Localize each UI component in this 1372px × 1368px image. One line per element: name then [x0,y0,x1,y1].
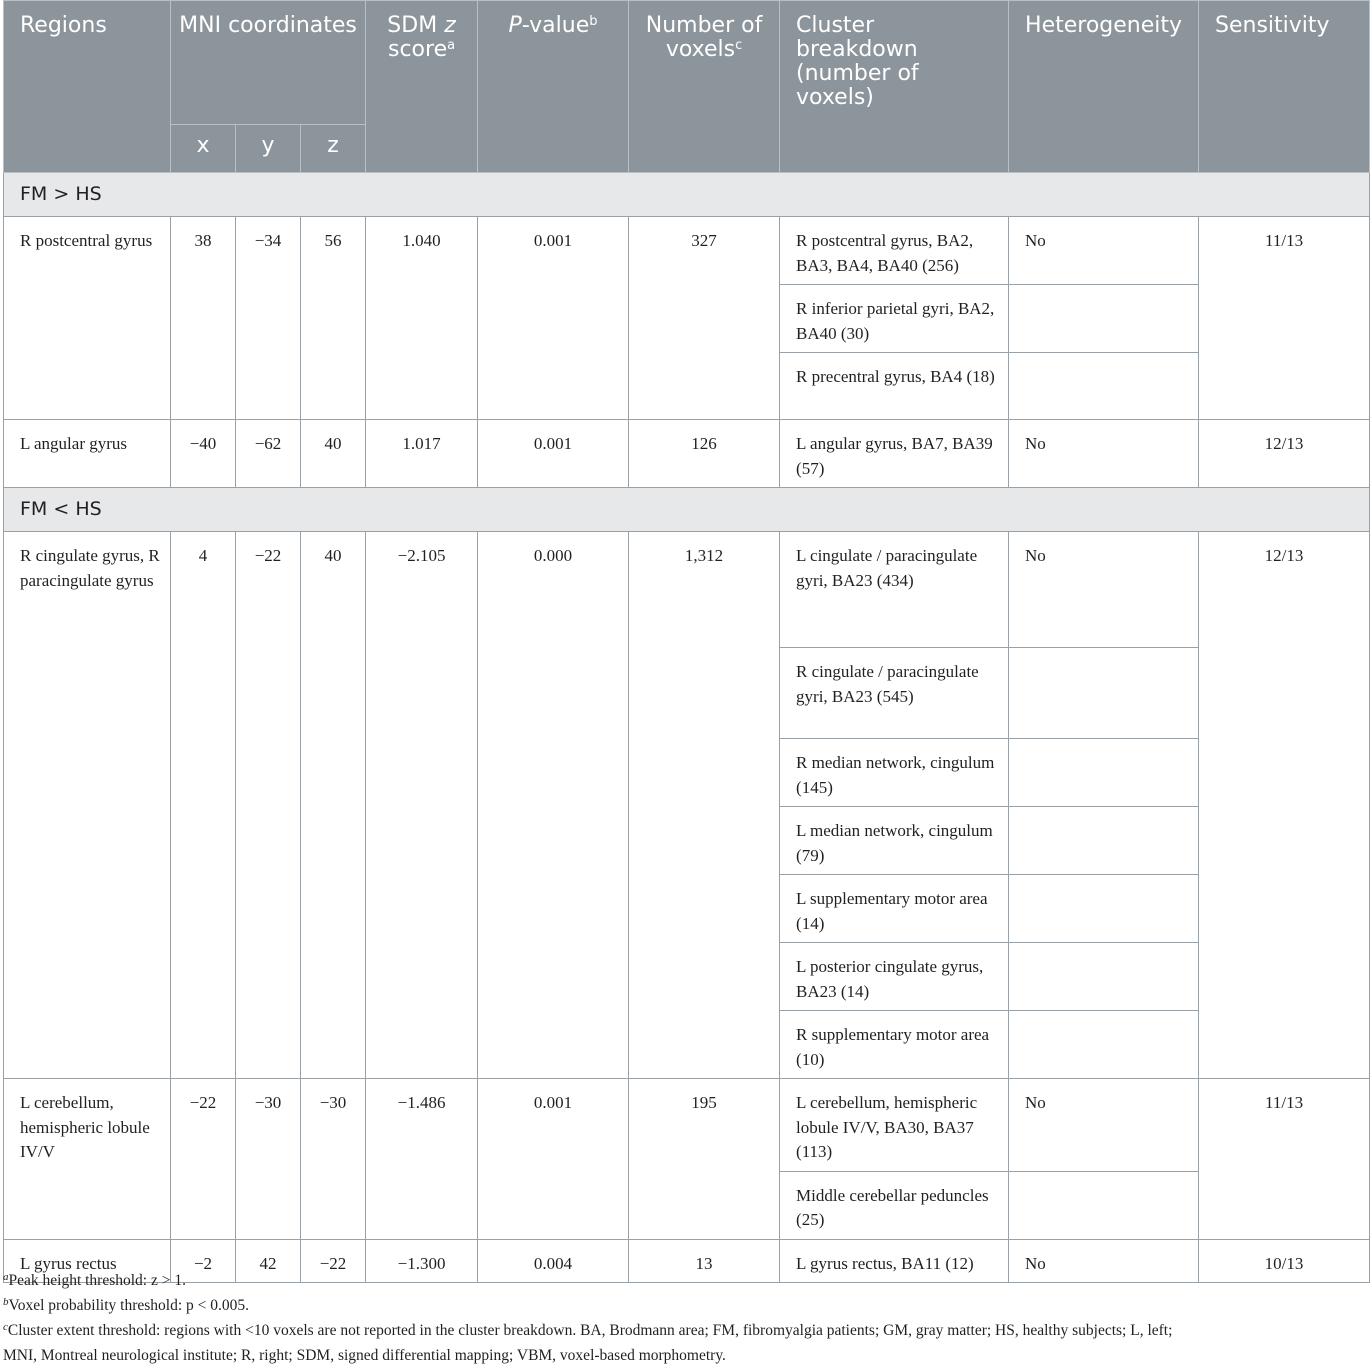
cluster-cell: L median network, cingulum (79) [780,807,1009,875]
voxels-cell: 195 [629,1079,780,1240]
cluster-cell: R inferior parietal gyri, BA2, BA40 (30) [780,285,1009,353]
header-p-value: P-value$^b$ [478,1,629,173]
sdm-cell: −1.486 [366,1079,478,1240]
z-cell: 40 [301,420,366,488]
cluster-cell: Middle cerebellar peduncles (25) [780,1171,1009,1239]
z-cell: 56 [301,217,366,420]
cluster-cell: R supplementary motor area (10) [780,1011,1009,1079]
sdm-cell: 1.040 [366,217,478,420]
region-cell: L angular gyrus [4,420,171,488]
voxels-cell: 327 [629,217,780,420]
table-body [4,173,1370,1283]
p-cell: 0.001 [478,217,629,420]
sdm-cell: −2.105 [366,532,478,1079]
cluster-cell: L gyrus rectus, BA11 (12) [780,1239,1009,1283]
voxels-cell: 1,312 [629,532,780,1079]
heterogeneity-cell-empty [1009,285,1199,353]
cluster-cell: R precentral gyrus, BA4 (18) [780,353,1009,420]
y-cell: 42 [236,1239,301,1283]
heterogeneity-cell-empty [1009,875,1199,943]
heterogeneity-cell: No [1009,217,1199,285]
p-cell: 0.001 [478,420,629,488]
header-z: z [301,125,366,173]
x-cell: −22 [171,1079,236,1240]
footnote-b: $^b$Voxel probability threshold: p < 0.005. [3,1296,250,1314]
cluster-cell: R cingulate / paracingulate gyri, BA23 (545) [780,648,1009,739]
sensitivity-cell: 12/13 [1199,420,1370,488]
table-row [4,532,1370,648]
y-cell: −62 [236,420,301,488]
table-row [4,217,1370,285]
p-cell: 0.001 [478,1079,629,1240]
heterogeneity-cell-empty [1009,739,1199,807]
x-cell: 4 [171,532,236,1079]
table-row [4,1079,1370,1172]
header-sdm-z-score: SDM z score$^a$ [366,1,478,173]
header-cluster-breakdown: Cluster breakdown (number of voxels) [780,1,1009,173]
footnote-c-continued: MNI, Montreal neurological institute; R, right; SDM, signed differential mapping; VBM, voxel-based morphometry. [3,1347,726,1364]
y-cell: −34 [236,217,301,420]
sensitivity-cell: 12/13 [1199,532,1370,1079]
region-cell: R cingulate gyrus, R paracingulate gyrus [4,532,171,1079]
x-cell: −2 [171,1239,236,1283]
cluster-cell: L angular gyrus, BA7, BA39 (57) [780,420,1009,488]
p-cell: 0.004 [478,1239,629,1283]
z-cell: −30 [301,1079,366,1240]
heterogeneity-cell-empty [1009,943,1199,1011]
x-cell: −40 [171,420,236,488]
heterogeneity-cell-empty [1009,1171,1199,1239]
sensitivity-cell: 11/13 [1199,217,1370,420]
voxels-cell: 13 [629,1239,780,1283]
sdm-cell: 1.017 [366,420,478,488]
region-cell: R postcentral gyrus [4,217,171,420]
region-cell: L cerebellum, hemispheric lobule IV/V [4,1079,171,1240]
sensitivity-cell: 10/13 [1199,1239,1370,1283]
voxels-cell: 126 [629,420,780,488]
cluster-cell: L cingulate / paracingulate gyri, BA23 (434) [780,532,1009,648]
header-regions: Regions [4,1,171,173]
results-table-container [3,0,1369,1283]
cluster-cell: R postcentral gyrus, BA2, BA3, BA4, BA40 (256) [780,217,1009,285]
table-header [4,1,1370,173]
heterogeneity-cell: No [1009,1239,1199,1283]
header-x: x [171,125,236,173]
heterogeneity-cell-empty [1009,648,1199,739]
footnote-c: $^c$Cluster extent threshold: regions with <10 voxels are not reported in the cluster breakdown. BA, Brodmann area; FM, fibromyalgia patients; GM, gray matter; HS, healthy subjects; L, left; [3,1321,1173,1339]
cluster-cell: L supplementary motor area (14) [780,875,1009,943]
footnote-a: $^a$Peak height threshold: z > 1. [3,1271,186,1289]
z-cell: −22 [301,1239,366,1283]
section-label: FM > HS [4,173,1370,217]
section-label: FM < HS [4,488,1370,532]
heterogeneity-cell: No [1009,1079,1199,1172]
heterogeneity-cell-empty [1009,1011,1199,1079]
y-cell: −30 [236,1079,301,1240]
cluster-cell: L cerebellum, hemispheric lobule IV/V, BA30, BA37 (113) [780,1079,1009,1172]
region-cell: L gyrus rectus [4,1239,171,1283]
header-sensitivity: Sensitivity [1199,1,1370,173]
p-cell: 0.000 [478,532,629,1079]
section-row [4,173,1370,217]
footnotes [3,1268,1369,1368]
heterogeneity-cell-empty [1009,807,1199,875]
x-cell: 38 [171,217,236,420]
sdm-cell: −1.300 [366,1239,478,1283]
heterogeneity-cell-empty [1009,353,1199,420]
z-cell: 40 [301,532,366,1079]
header-mni-coordinates: MNI coordinates [171,1,366,125]
heterogeneity-cell: No [1009,420,1199,488]
results-table [3,0,1370,1283]
cluster-cell: L posterior cingulate gyrus, BA23 (14) [780,943,1009,1011]
y-cell: −22 [236,532,301,1079]
sensitivity-cell: 11/13 [1199,1079,1370,1240]
header-y: y [236,125,301,173]
cluster-cell: R median network, cingulum (145) [780,739,1009,807]
table-row [4,420,1370,488]
heterogeneity-cell: No [1009,532,1199,648]
header-heterogeneity: Heterogeneity [1009,1,1199,173]
section-row [4,488,1370,532]
header-number-of-voxels: Number of voxels$^c$ [629,1,780,173]
